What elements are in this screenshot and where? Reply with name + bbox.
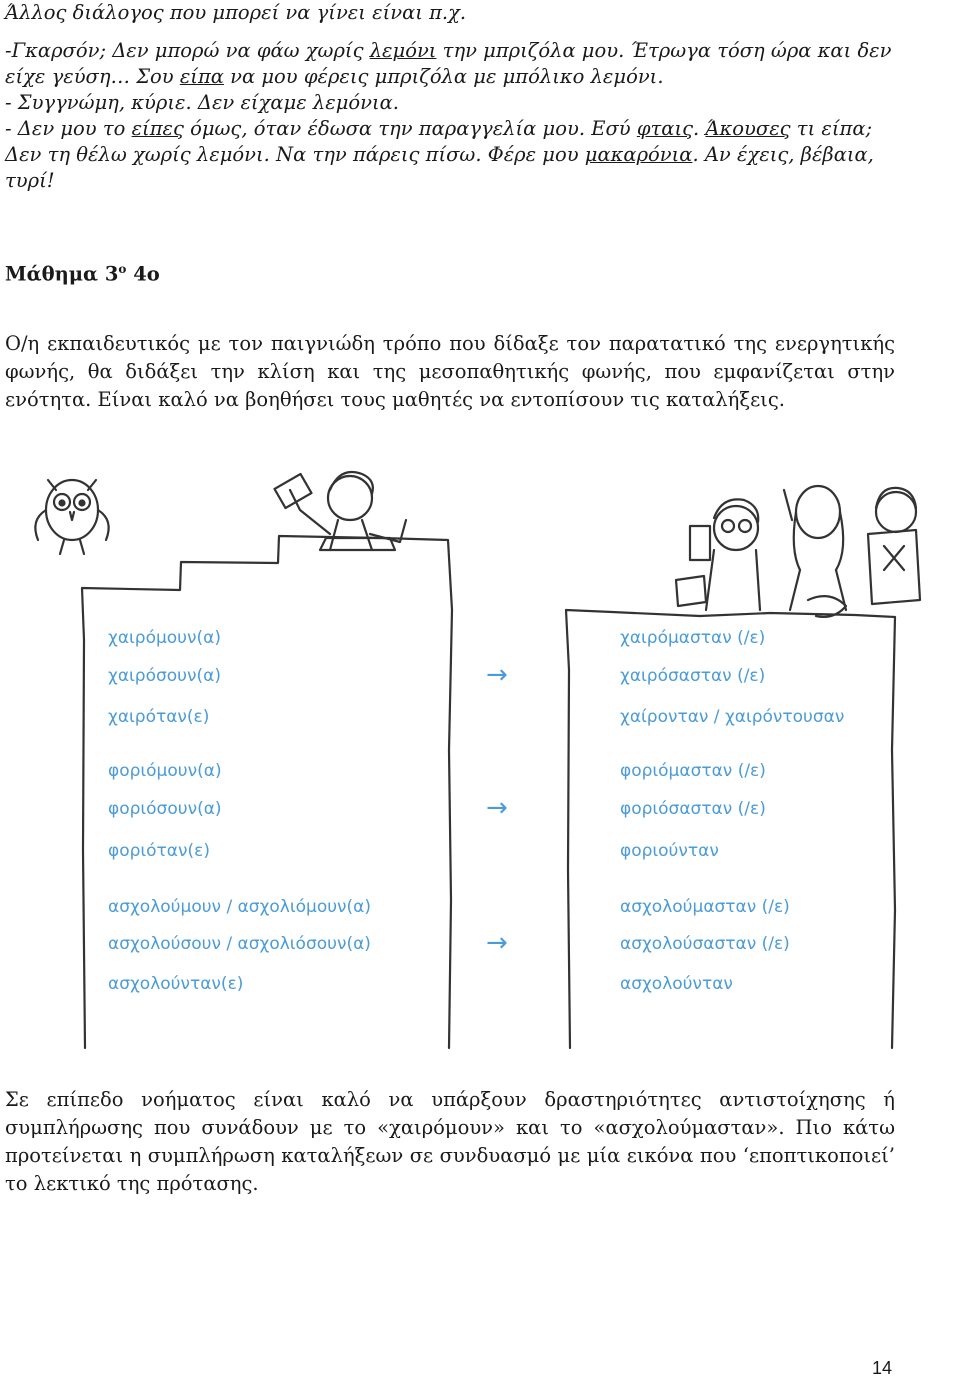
boy-drawing: [275, 472, 406, 550]
right-word-8: ασχολούσασταν (/ε): [620, 934, 790, 954]
dialogue-block: [5, 0, 895, 194]
right-word-5: φοριόσασταν (/ε): [620, 799, 766, 819]
arrow-icon: →: [486, 928, 508, 958]
left-word-6: φοριόταν(ε): [108, 841, 210, 861]
text: είχε γεύση… Σου: [5, 65, 180, 88]
text: .: [693, 117, 706, 140]
underlined-word: Άκουσες: [705, 117, 791, 140]
underlined-word: είπες: [131, 117, 184, 140]
right-word-6: φοριούνταν: [620, 841, 719, 861]
underlined-word: είπα: [179, 65, 224, 88]
left-word-9: ασχολούνταν(ε): [108, 974, 244, 994]
arrow-icon: →: [486, 660, 508, 690]
text: την μπριζόλα μου. Έτρωγα τόση ώρα και δεν: [436, 39, 892, 62]
text: -Γκαρσόν; Δεν μπορώ να φάω χωρίς: [5, 39, 370, 62]
instruction-paragraph: Ο/η εκπαιδευτικός με τον παιγνιώδη τρόπο που δίδαξε τον παρατατικό της ενεργητικής φωνής, θα διδάξει την κλίση και της μεσοπαθητικής φωνής, που εμφανίζεται στην ενότητα. Είναι καλό να βοηθήσει τους μαθητές να εντοπίσουν τις καταλήξεις.: [5, 331, 895, 411]
text: . Αν έχεις, βέβαια,: [692, 143, 874, 166]
page-number: 14: [872, 1358, 893, 1378]
text: τι είπα;: [790, 117, 873, 140]
heading-text: Μάθημα 3: [5, 262, 119, 286]
activity-paragraph: Σε επίπεδο νοήματος είναι καλό να υπάρξουν δραστηριότητες αντιστοίχησης ή συμπλήρωσης που συνάδουν με το «χαιρόμουν» και το «ασχολούμασταν». Πιο κάτω προτείνεται η συμπλήρωση καταλήξεων σε συνδυασμό με μία εικόνα που ‘εποπτικοποιεί’ το λεκτικό της πρότασης.: [5, 1087, 895, 1195]
left-word-5: φοριόσουν(α): [108, 799, 222, 819]
underlined-word: φταις: [636, 117, 694, 140]
underlined-word: μακαρόνια: [584, 143, 693, 166]
heading-superscript: ο: [118, 262, 127, 276]
left-word-4: φοριόμουν(α): [108, 761, 222, 781]
wall-illustration: [0, 450, 960, 1050]
dialogue-intro: Άλλος διάλογος που μπορεί να γίνει είναι π.χ.: [5, 1, 467, 24]
dialogue-line-2: [5, 64, 895, 90]
left-word-8: ασχολούσουν / ασχολιόσουν(α): [108, 934, 371, 954]
arrow-icon: →: [486, 793, 508, 823]
dialogue-line-5: [5, 142, 895, 168]
right-word-2: χαιρόσασταν (/ε): [620, 666, 766, 686]
right-word-9: ασχολούνταν: [620, 974, 733, 994]
right-word-4: φοριόμασταν (/ε): [620, 761, 766, 781]
right-word-7: ασχολούμασταν (/ε): [620, 897, 790, 917]
text: να μου φέρεις μπριζόλα με μπόλικο λεμόνι.: [223, 65, 664, 88]
left-word-7: ασχολούμουν / ασχολιόμουν(α): [108, 897, 372, 917]
left-word-1: χαιρόμουν(α): [108, 628, 221, 648]
text: όμως, όταν έδωσα την παραγγελία μου. Εσύ: [183, 117, 637, 140]
left-wall-outline: [82, 536, 452, 1048]
dialogue-line-6: τυρί!: [5, 169, 55, 192]
dialogue-line-3: - Συγγνώμη, κύριε. Δεν είχαμε λεμόνια.: [5, 91, 399, 114]
dialogue-line-1: [5, 38, 895, 64]
kids-drawing: [676, 486, 920, 617]
lesson-heading: [5, 262, 160, 286]
dialogue-line-4: [5, 116, 895, 142]
heading-text-rest: 4ο: [126, 262, 160, 286]
text: Δεν τη θέλω χωρίς λεμόνι. Να την πάρεις πίσω. Φέρε μου: [5, 143, 585, 166]
wall-drawing: [0, 450, 960, 1050]
owl-drawing: [35, 480, 108, 554]
right-word-1: χαιρόμασταν (/ε): [620, 628, 766, 648]
right-word-3: χαίρονταν / χαιρόντουσαν: [620, 707, 845, 727]
text: - Δεν μου το: [5, 117, 132, 140]
left-word-2: χαιρόσουν(α): [108, 666, 221, 686]
left-word-3: χαιρόταν(ε): [108, 707, 210, 727]
underlined-word: λεμόνι: [369, 39, 437, 62]
